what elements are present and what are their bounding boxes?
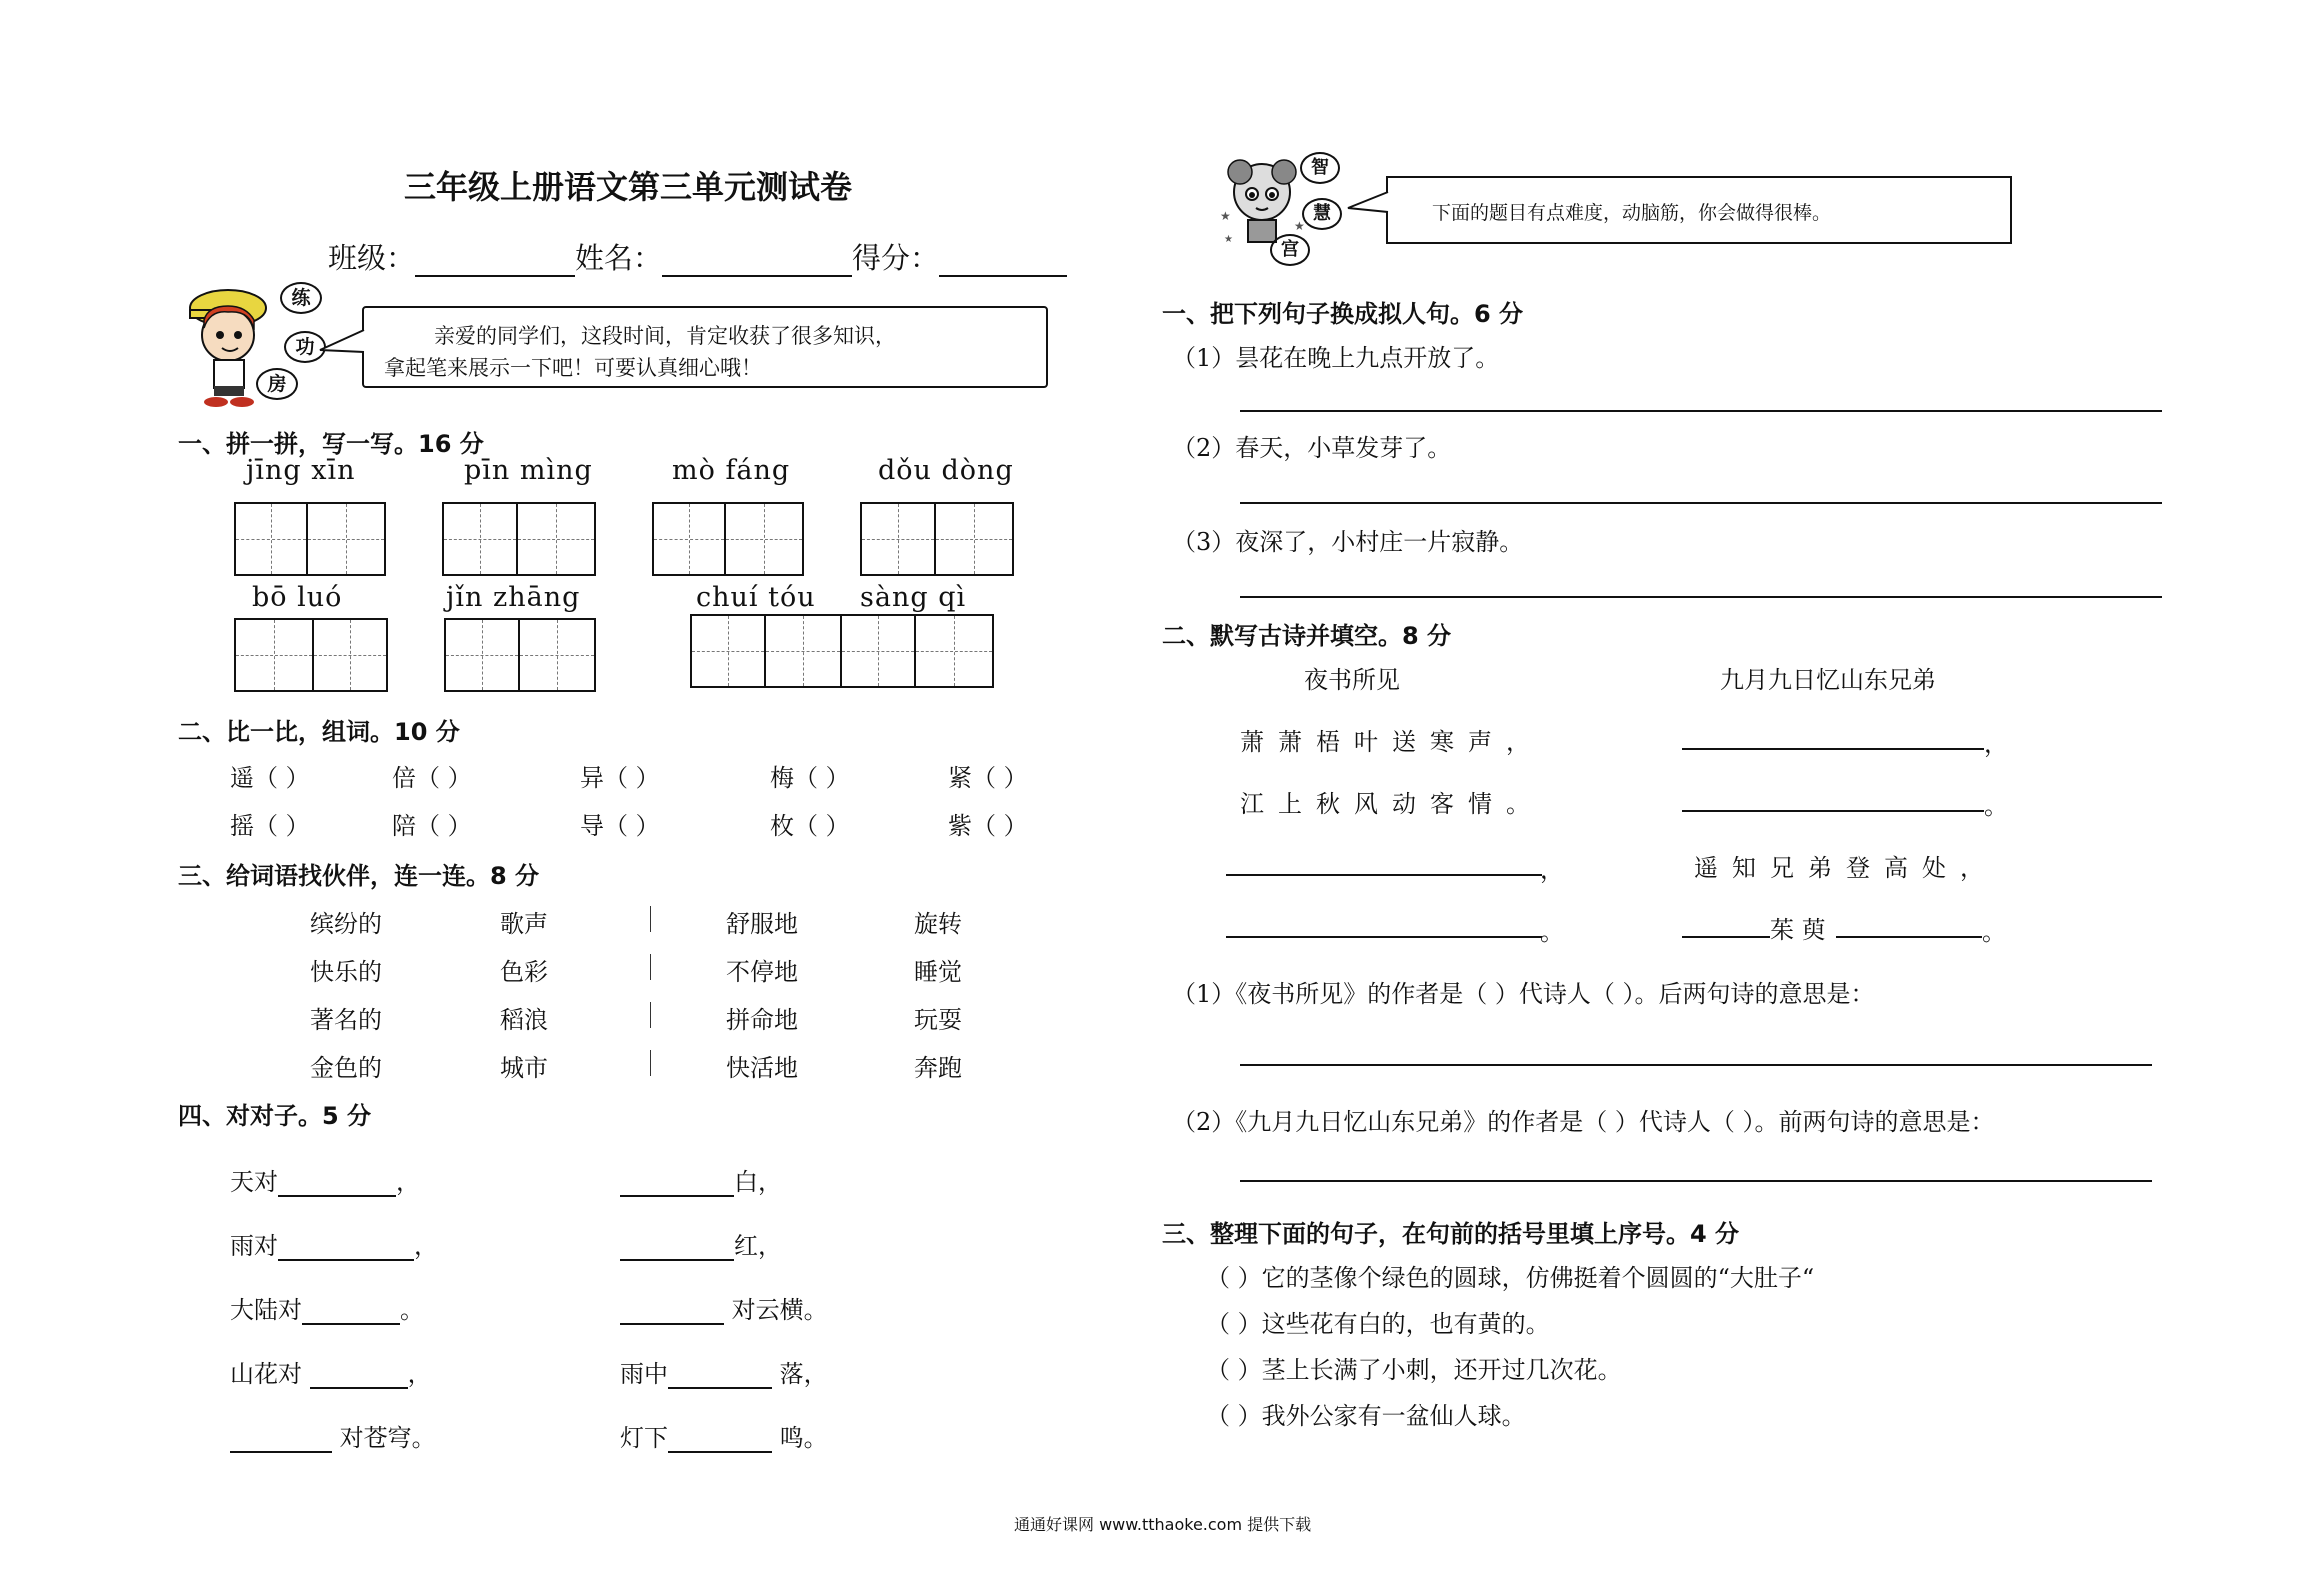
writing-box[interactable] [764,614,842,688]
badge-fang: 房 [256,368,298,400]
badge-lian: 练 [280,282,322,314]
score-label: 得分： [852,241,940,275]
footer-credit: 通通好课网 www.tthaoke.com 提供下载 [1014,1515,1312,1534]
compare-item[interactable]: 陪（ ） [392,812,472,840]
bubble-right-text: 下面的题目有点难度，动脑筋，你会做得很棒。 [1432,202,1832,224]
right-section-2-title: 二、默写古诗并填空。8 分 [1162,622,1452,650]
answer-line[interactable] [1240,1064,2152,1066]
poem-1-title: 夜书所见 [1304,666,1400,694]
match-word[interactable]: 睡觉 [914,958,962,986]
bubble-left-line1: 亲爱的同学们，这段时间，肯定收获了很多知识， [434,324,896,348]
svg-text:★: ★ [1220,209,1231,223]
order-item[interactable]: （ ）我外公家有一盆仙人球。 [1206,1402,1526,1430]
bubble-left-line2: 拿起笔来展示一下吧！可要认真细心哦！ [384,356,762,380]
pinyin-7: chuí tóu [696,582,816,613]
student-info [328,236,1067,277]
poem-blank[interactable] [1836,936,1982,938]
writing-box[interactable] [840,614,916,688]
match-word[interactable]: 城市 [500,1054,548,1082]
period: 。 [1984,792,2008,820]
couplet-b: 红， [620,1226,782,1261]
couplet-blank[interactable] [620,1233,734,1261]
couplet-a: 大陆对 。 [230,1296,424,1324]
couplet-blank[interactable] [230,1425,332,1453]
poem-question-1: （1）《夜书所见》的作者是（ ）代诗人（ ）。后两句诗的意思是： [1172,980,1875,1008]
compare-item[interactable]: 枚（ ） [770,812,850,840]
bubble-right-tail [1346,190,1390,226]
match-word[interactable]: 舒服地 [726,910,798,938]
writing-box[interactable] [234,618,314,692]
section-1-title: 一、拼一拼，写一写。16 分 [178,430,484,458]
writing-box[interactable] [306,502,386,576]
score-field[interactable] [939,249,1067,277]
couplet-a: 对苍穹。 [230,1418,436,1453]
couplet-blank[interactable] [278,1233,414,1261]
poem-blank[interactable] [1682,748,1984,750]
order-item[interactable]: （ ）茎上长满了小刺，还开过几次花。 [1206,1356,1622,1384]
compare-item[interactable]: 梅（ ） [770,764,850,792]
match-word[interactable]: 不停地 [726,958,798,986]
page-title: 三年级上册语文第三单元测试卷 [404,168,853,206]
name-label: 姓名： [575,241,663,275]
writing-box[interactable] [914,614,994,688]
period: 。 [1540,918,1564,946]
couplet-blank[interactable] [620,1297,724,1325]
match-word[interactable]: 歌声 [500,910,548,938]
poem-2-line-3: 遥知兄弟登高处， [1694,854,1998,882]
name-field[interactable] [662,249,852,277]
poem-blank[interactable] [1682,810,1984,812]
mascot-left-bubble [362,306,1048,388]
comma: ， [1984,730,2008,758]
match-word[interactable]: 著名的 [310,1006,382,1034]
poem-1-line-1: 萧萧梧叶送寒声， [1240,728,1544,756]
badge-gong: 功 [284,331,326,363]
writing-box[interactable] [516,502,596,576]
pinyin-5: bō luó [252,582,343,613]
poem-blank[interactable] [1226,936,1542,938]
compare-item[interactable]: 摇（ ） [230,812,310,840]
r1-item: （1）昙花在晚上九点开放了。 [1172,344,1500,372]
compare-item[interactable]: 导（ ） [580,812,660,840]
badge-hui: 慧 [1302,198,1342,230]
poem-blank[interactable] [1682,936,1770,938]
writing-box[interactable] [724,502,804,576]
pinyin-4: dǒu dòng [878,455,1014,486]
writing-box[interactable] [444,618,520,692]
pinyin-8: sàng qì [860,582,967,613]
pinyin-2: pīn mìng [464,455,593,486]
order-item[interactable]: （ ）它的茎像个绿色的圆球，仿佛挺着个圆圆的“大肚子“ [1206,1264,1815,1292]
class-label: 班级： [328,241,416,275]
poem-question-2: （2）《九月九日忆山东兄弟》的作者是（ ）代诗人（ ）。前两句诗的意思是： [1172,1108,1995,1136]
poem-1-line-2: 江上秋风动客情。 [1240,790,1544,818]
writing-box[interactable] [312,618,388,692]
poem-2-title: 九月九日忆山东兄弟 [1720,666,1936,694]
match-word[interactable]: 快活地 [726,1054,798,1082]
match-divider [650,1050,651,1076]
couplet-b: 白， [620,1162,782,1197]
couplet-blank[interactable] [302,1297,400,1325]
svg-text:★: ★ [1294,219,1305,233]
badge-zhi: 智 [1300,152,1340,184]
match-word[interactable]: 稻浪 [500,1006,548,1034]
couplet-blank[interactable] [620,1169,734,1197]
couplet-b: 对云横。 [620,1290,828,1325]
section-3-title: 三、给词语找伙伴，连一连。8 分 [178,862,540,890]
couplet-blank[interactable] [310,1361,408,1389]
poem-blank[interactable] [1226,874,1542,876]
answer-line[interactable] [1240,502,2162,504]
match-word[interactable]: 旋转 [914,910,962,938]
match-divider [650,954,651,980]
couplet-a: 天对 ， [230,1168,420,1196]
match-word[interactable]: 快乐的 [310,958,382,986]
right-section-1-title: 一、把下列句子换成拟人句。6 分 [1162,300,1524,328]
answer-line[interactable] [1240,596,2162,598]
match-word[interactable]: 色彩 [500,958,548,986]
compare-item[interactable]: 遥（ ） [230,764,310,792]
order-item[interactable]: （ ）这些花有白的，也有黄的。 [1206,1310,1550,1338]
class-field[interactable] [415,249,575,277]
comma: ， [1540,856,1564,884]
writing-box[interactable] [442,502,518,576]
writing-box[interactable] [234,502,308,576]
pinyin-1: jīng xīn [246,455,356,486]
answer-line[interactable] [1240,1180,2152,1182]
compare-item[interactable]: 紫（ ） [948,812,1028,840]
poem-2-line-4-mid: 茱 萸 [1770,916,1826,944]
match-word[interactable]: 金色的 [310,1054,382,1082]
compare-item[interactable]: 紧（ ） [948,764,1028,792]
match-divider [650,1002,651,1028]
match-word[interactable]: 缤纷的 [310,910,382,938]
mascot-right-bubble [1386,176,2012,244]
right-section-3-title: 三、整理下面的句子，在句前的括号里填上序号。4 分 [1162,1220,1740,1248]
period: 。 [1982,918,2006,946]
badge-gong2: 宫 [1270,234,1310,266]
compare-item[interactable]: 异（ ） [580,764,660,792]
couplet-blank[interactable] [668,1361,772,1389]
couplet-a: 山花对 ， [230,1360,432,1388]
writing-box[interactable] [860,502,936,576]
couplet-b: 灯下 鸣。 [620,1424,828,1452]
pinyin-3: mò fáng [672,455,791,486]
couplet-a: 雨对 ， [230,1232,438,1260]
writing-box[interactable] [518,618,596,692]
match-divider [650,906,651,932]
section-4-title: 四、对对子。5 分 [178,1102,372,1130]
writing-box[interactable] [652,502,726,576]
r1-item: （2）春天，小草发芽了。 [1172,434,1452,462]
compare-item[interactable]: 倍（ ） [392,764,472,792]
couplet-blank[interactable] [668,1425,772,1453]
couplet-b: 雨中 落， [620,1360,828,1388]
writing-box[interactable] [690,614,766,688]
pinyin-6: jǐn zhāng [446,582,581,613]
match-word[interactable]: 玩耍 [914,1006,962,1034]
bubble-left-tail [318,326,366,366]
r1-item: （3）夜深了，小村庄一片寂静。 [1172,528,1524,556]
writing-box[interactable] [934,502,1014,576]
answer-line[interactable] [1240,410,2162,412]
match-word[interactable]: 奔跑 [914,1054,962,1082]
match-word[interactable]: 拼命地 [726,1006,798,1034]
section-2-title: 二、比一比，组词。10 分 [178,718,460,746]
couplet-blank[interactable] [278,1169,396,1197]
svg-text:★: ★ [1224,234,1233,245]
